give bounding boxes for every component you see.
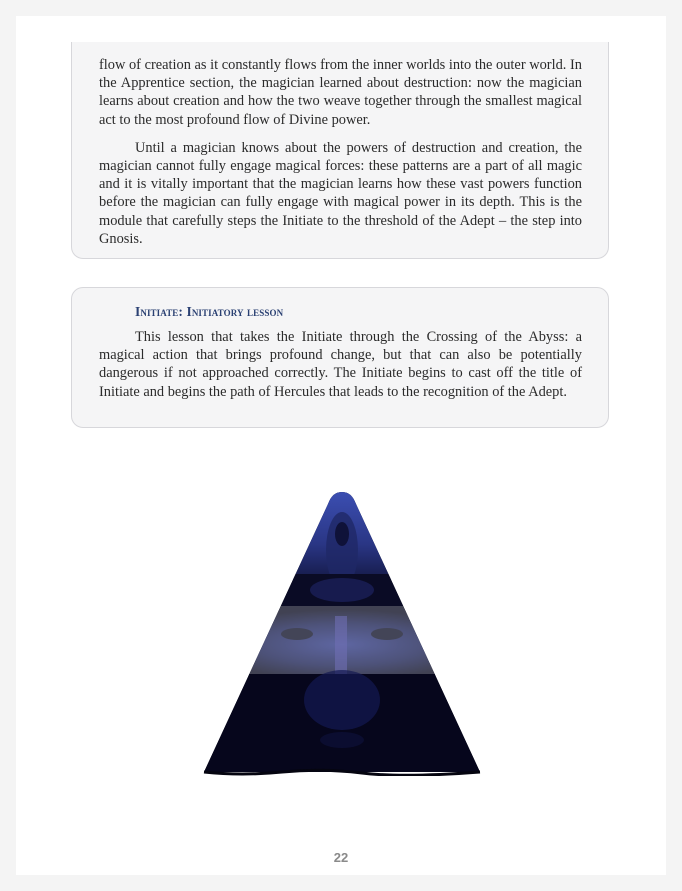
- lesson-paragraph: This lesson that takes the Initiate through the Crossing of the Abyss: a magical action that brings profound change, but that can also be potentially dangerous if not approached correctly. The Initiate begins to cast off the title of Initiate and begins the path of Hercules that leads to the recognition of the Adept.: [99, 329, 582, 400]
- text-box-top: [71, 42, 609, 259]
- pyramid-face-image: [202, 490, 482, 776]
- page-number: 22: [333, 850, 349, 865]
- section-heading: Initiate: Initiatory lesson: [135, 304, 284, 319]
- paragraph-2: Until a magician knows about the powers of destruction and creation, the magician cannot fully engage magical forces: these patterns are a part of all magic and it is vitally important that the magician learns how these vast powers function before the magician can fully engage with magical power in its depth. This is the module that carefully steps the Initiate to the threshold of the Adept – the step into Gnosis.: [99, 139, 582, 247]
- paragraph-1: flow of creation as it constantly flows from the inner worlds into the outer world. In the Apprentice section, the magician learned about destruction: now the magician learns about creation and how the two weave together through the smallest magical act to the most profound flow of Divine power.: [99, 57, 582, 128]
- page: [16, 16, 666, 875]
- text-box-initiate: [71, 287, 609, 428]
